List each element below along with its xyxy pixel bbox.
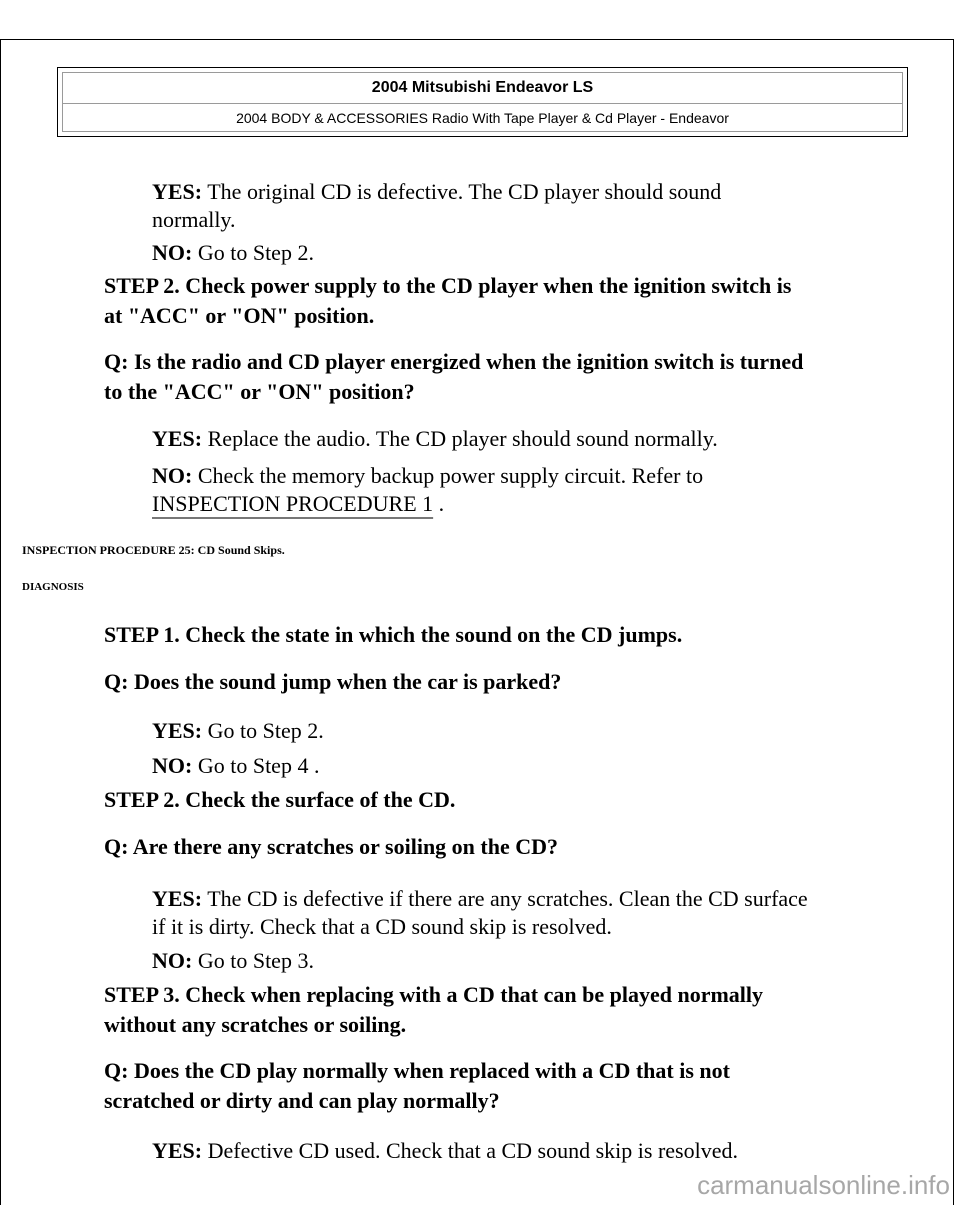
yes-text: Replace the audio. The CD player should sound normally. (207, 426, 718, 451)
b-yes1-line (152, 716, 324, 746)
no-label: NO: (152, 948, 193, 973)
no-label: NO: (152, 240, 193, 265)
yes2-line (152, 424, 718, 454)
yes1-line2: normally. (152, 207, 236, 232)
no-text: Go to Step 4 . (197, 753, 320, 778)
no-text: Go to Step 2. (197, 240, 314, 265)
procedure25-title: INSPECTION PROCEDURE 25: CD Sound Skips. (22, 543, 285, 557)
no-label: NO: (152, 463, 193, 488)
no-text: Check the memory backup power supply circuit. Refer to (197, 463, 704, 488)
b-no1-line (152, 751, 319, 781)
no1-line (152, 238, 314, 268)
header-inner (62, 72, 903, 132)
inspection-procedure-1-link[interactable]: INSPECTION PROCEDURE 1 (152, 491, 434, 516)
yes-text: Defective CD used. Check that a CD sound skip is resolved. (207, 1138, 738, 1163)
b-question1: Q: Does the sound jump when the car is parked? (104, 669, 562, 694)
no2-line1 (152, 461, 703, 491)
question2-line1: Q: Is the radio and CD player energized when the ignition switch is turned (104, 349, 804, 374)
b-question3-line2: scratched or dirty and can play normally? (104, 1088, 500, 1113)
watermark: carmanualsonline.info (697, 1170, 950, 1200)
step2-heading-line1: STEP 2. Check power supply to the CD player when the ignition switch is (104, 273, 792, 298)
b-step3-heading-line1: STEP 3. Check when replacing with a CD that can be played normally (104, 982, 764, 1007)
no2-end: . (433, 491, 445, 516)
question2-line2: to the "ACC" or "ON" position? (104, 379, 415, 404)
b-step1-heading: STEP 1. Check the state in which the sound on the CD jumps. (104, 622, 683, 647)
yes-label: YES: (152, 179, 203, 204)
yes1-line1 (152, 177, 721, 207)
header-title: 2004 Mitsubishi Endeavor LS (63, 73, 902, 104)
yes-label: YES: (152, 718, 203, 743)
b-no2-line (152, 946, 314, 976)
b-yes2-line1 (152, 884, 808, 914)
yes-label: YES: (152, 1138, 203, 1163)
b-question3-line1: Q: Does the CD play normally when replaced with a CD that is not (104, 1058, 730, 1083)
yes-label: YES: (152, 426, 203, 451)
yes-text: The original CD is defective. The CD player should sound (207, 179, 722, 204)
header-subtitle: 2004 BODY & ACCESSORIES Radio With Tape Player & Cd Player - Endeavor (236, 109, 729, 126)
yes-text: Go to Step 2. (207, 718, 324, 743)
b-yes2-line2: if it is dirty. Check that a CD sound skip is resolved. (152, 914, 612, 939)
b-yes3-line (152, 1136, 738, 1166)
yes-text: The CD is defective if there are any scratches. Clean the CD surface (207, 886, 808, 911)
no-label: NO: (152, 753, 193, 778)
document-header (57, 67, 908, 137)
no2-line2 (152, 489, 444, 519)
diagnosis-label: DIAGNOSIS (22, 581, 84, 593)
b-step2-heading: STEP 2. Check the surface of the CD. (104, 787, 456, 812)
b-step3-heading-line2: without any scratches or soiling. (104, 1012, 407, 1037)
step2-heading-line2: at "ACC" or "ON" position. (104, 303, 375, 328)
b-question2: Q: Are there any scratches or soiling on the CD? (104, 834, 559, 859)
no-text: Go to Step 3. (197, 948, 314, 973)
yes-label: YES: (152, 886, 203, 911)
